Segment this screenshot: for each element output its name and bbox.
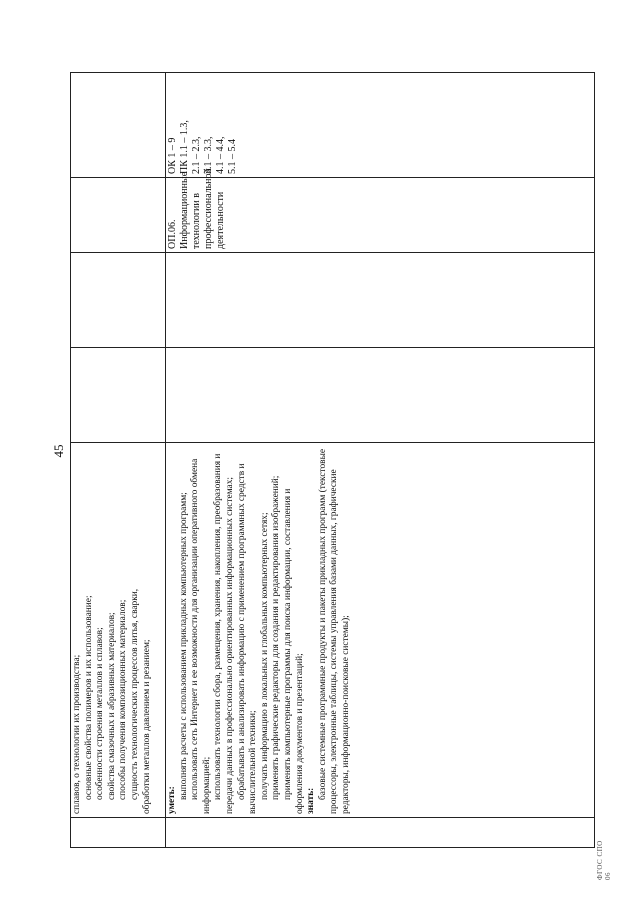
table-cell-hours-max xyxy=(71,348,166,443)
skill-item: выполнять расчеты с использованием прикладных компьютерных программ; xyxy=(178,492,189,800)
content-line: сущность технологических процессов литья, сварки, xyxy=(129,588,140,800)
table-cell-competencies xyxy=(166,73,595,178)
skills-heading: уметь: xyxy=(167,786,177,814)
table-cell-discipline xyxy=(71,178,166,253)
table-cell-discipline xyxy=(166,168,595,253)
competency-line: 2.1 – 2.3, xyxy=(191,136,202,174)
table-cell-index xyxy=(71,818,166,848)
competency-line: 3.1 – 3.3, xyxy=(203,136,214,174)
skill-item: обрабатывать и анализировать информацию с применением программных средств и вычислительной техники; xyxy=(236,463,259,814)
discipline-line: ОП.06. xyxy=(167,219,178,249)
content-line: сплавов, о технологии их производства; xyxy=(72,654,82,814)
skill-item: использовать сеть Интернет и ее возможности для организации оперативного обмена информацией; xyxy=(190,458,212,814)
skill-item: применять компьютерные программы для поиска информации, составления и оформления документов и презентаций; xyxy=(282,488,305,814)
table-row xyxy=(71,73,166,848)
competency-line: 4.1 – 4.4, xyxy=(215,136,226,174)
discipline-line: деятельности xyxy=(215,191,226,249)
table-cell-content xyxy=(71,443,166,818)
table-row xyxy=(166,73,595,848)
content-line: особенности строения металлов и сплавов; xyxy=(95,627,106,800)
table-cell-hours-max xyxy=(166,348,595,443)
competency-line: 5.1 – 5.4 xyxy=(227,139,238,174)
footer-code: ФГОС СПО 06 xyxy=(596,840,612,880)
competency-line: ОК 1 – 9 xyxy=(167,137,178,174)
competency-line: ПК 1.1 – 1.3, xyxy=(179,120,190,174)
table-cell-competencies xyxy=(71,73,166,178)
knowledge-item: базовые системные программные продукты и пакеты прикладных программ (текстовые процессоры, электронные таблицы, системы управления базами данных, графические редакторы, информационно-поисковые системы); xyxy=(317,448,351,814)
content-line: основные свойства полимеров и их использование; xyxy=(83,595,94,800)
discipline-line: Информационные xyxy=(179,171,190,249)
content-line: способы получения композиционных материалов; xyxy=(118,599,129,800)
skill-item: применять графические редакторы для создания и редактирования изображений; xyxy=(271,475,282,800)
table-cell-hours-class xyxy=(166,253,595,348)
content-line: свойства смазочных и абразивных материалов; xyxy=(106,612,117,800)
competency-table xyxy=(70,72,595,848)
table-cell-content xyxy=(166,443,595,818)
discipline-line: профессиональной xyxy=(203,168,214,249)
knowledge-heading: знать: xyxy=(306,787,317,814)
discipline-line: технологии в xyxy=(191,193,202,249)
skill-item: получать информацию в локальных и глобальных компьютерных сетях; xyxy=(259,512,270,800)
page-number: 45 xyxy=(51,444,66,458)
content-line: обработки металлов давлением и резанием; xyxy=(141,639,152,814)
skill-item: использовать технологии сбора, размещения, хранения, накопления, преобразования и передачи данных в профессионально ориентированных информационных системах; xyxy=(213,453,235,814)
table-cell-index xyxy=(166,818,595,848)
table-cell-hours-class xyxy=(71,253,166,348)
landscape-page xyxy=(70,73,595,848)
